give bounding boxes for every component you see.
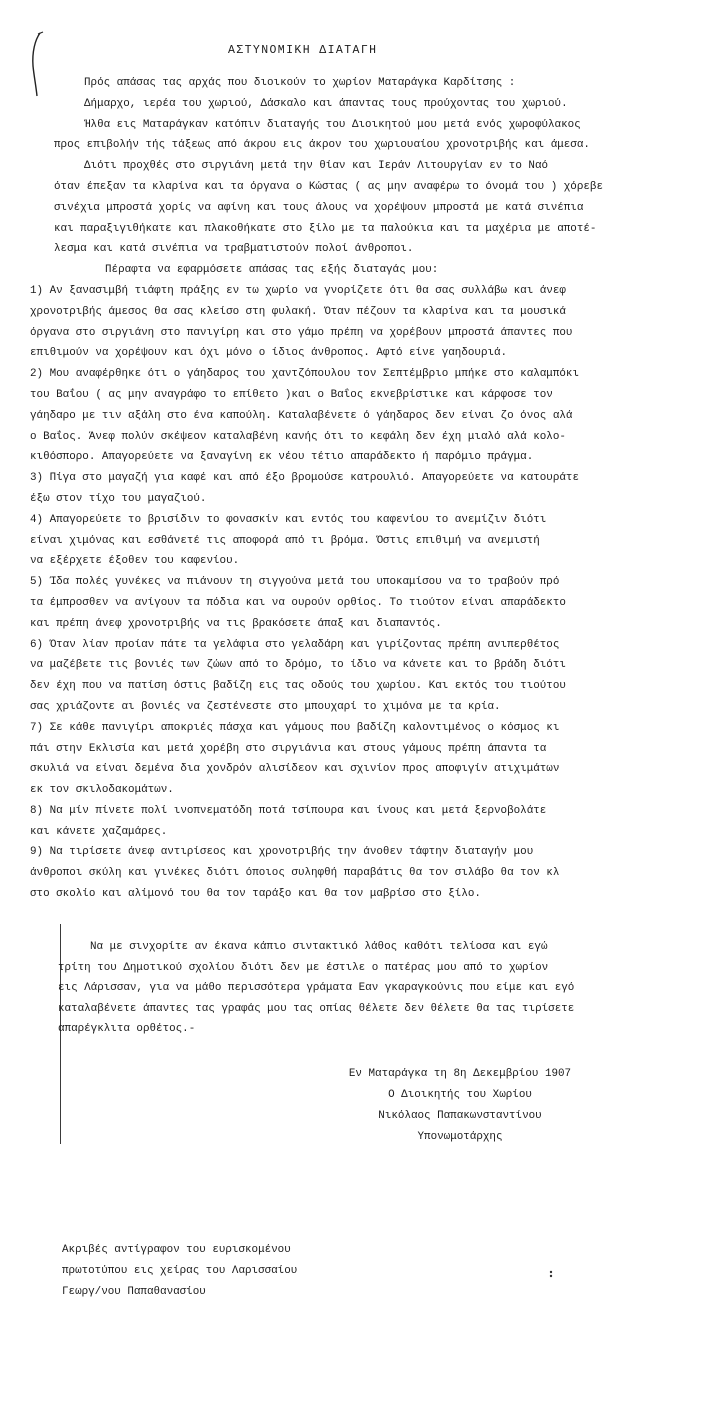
body-line: 5) Ίδα πολές γυνέκες να πιάνουν τη σιγγούνα μετά του υποκαμίσου να το τραβούν πρό [30,576,560,589]
body-line: 8) Να μίν πίνετε πολί ινοπνεματόδη ποτά τσίπουρα και ίνους και μετά ξερνοβολάτε [30,804,547,817]
copy-note-line: Γεωργ/νου Παπαθανασίου [62,1286,206,1298]
body-line: σας χριάζοντε αι βονιές να ζεστένεστε στο μπουχαρί το χιμόνα με τα κρία. [30,700,501,713]
body-line: έξω στον τίχο του μαγαζιού. [30,492,207,505]
signer-name: Νικόλαος Παπακωνσταντίνου [378,1110,542,1122]
body-line: όταν έπεξαν τα κλαρίνα και τα όργανα ο Κώστας ( ας μην αναφέρω το όνομά του ) χόρεβε [54,180,603,193]
closing-paragraph [58,937,708,1040]
body-line: κιθόσπορο. Απαγορεύετε να ξαναγίνη εκ νέου τέτιο απαράδεκτο ή παρόμιο πράγμα. [30,451,534,464]
body-line: Δήμαρχο, ιερέα του χωριού, Δάσκαλο και άπαντας τους προύχοντας του χωριού. [84,97,568,110]
body-line: όργανα στο σιργιάνη στο πανιγίρη και στο γάμο πρέπη να χορέβουν μπροστά άπαντες που [30,326,573,339]
body-line: 9) Να τιρίσετε άνεφ αντιρίσεος και χρονοτριβής την άνοθεν τάφτην διαταγήν μου [30,846,534,859]
body-line: στο σκολίο και αλίμονό του θα τον ταράξο και θα τον μαβρίσο στο ξίλο. [30,888,481,901]
body-line: λεσμα και κατά σινέπια να τραβματιστούν πολοί άνθροποι. [54,243,414,256]
closing-line: Να με σινχορίτε αν έκανα κάπιο σιντακτικό λάθος καθότι τελίοσα και εγώ [90,941,548,953]
body-line: 7) Σε κάθε πανιγίρι αποκριές πάσχα και γάμους που βαδίζη καλοντιμένος ο κόσμος κι [30,721,560,734]
body-line: γάηδαρο με τιν αξάλη στο ένα καπούλη. Καταλαβένετε ό γάηδαρος δεν είναι ζο όνος αλά [30,409,573,422]
signature-block [330,1064,590,1148]
body-line: άνθροποι σκύλη και γινέκες διότι όποιος συληφθή παραβάτις θα τον σιλάβο θα τον κλ [30,867,560,880]
copy-note [62,1240,297,1303]
body-line: σινέχια μπροστά χορίς να αφίνη και τους άλους να χορέψουν μπροστά με κατά σινέπια [54,201,584,214]
closing-line: τρίτη του Δημοτικού σχολίου διότι δεν με έστιλε ο πατέρας μου από το χωρίον [58,961,549,974]
body-line: δεν έχη που να πατίση όστις βαδίζη εις τας οδούς του χωρίου. Και εκτός του τιούτου [30,680,566,693]
closing-line: εις Λάρισσαν, για να μάθο περισσότερα γράματα Εαν γκαραγκούνις που είμε και εγό [58,982,575,994]
body-line: Πρός απάσας τας αρχάς που διοικούν το χωρίον Ματαράγκα Καρδίτσης : [84,77,516,89]
body-line: 1) Αν ξανασιμβή τιάφτη πράξης εν τω χωρίο να γνορίζετε ότι θα σας συλλάβω και άνεφ [30,284,566,297]
closing-line: απαρέγκλιτα ορθέτος.- [58,1023,196,1035]
body-line: να εξέρχετε έξοθεν του καφενίου. [30,555,240,568]
body-line: επιθιμούν να χορέψουν και όχι μόνο ο ίδιος άνθροπος. Αφτό είνε γαηδουριά. [30,347,508,360]
body-line: Ήλθα εις Ματαράγκαν κατόπιν διαταγής του Διοικητού μου μετά ενός χωροφύλακος [84,118,581,131]
body-line: χρονοτριβής άμεσος θα σας κλείσο στη φυλακή. Όταν πέζουν τα κλαρίνα και τα μουσικά [30,305,566,318]
signer-role: Ο Διοικητής του Χωρίου [388,1089,532,1101]
body-line: και πρέπη άνεφ χρονοτριβής να τις βρακόσετε άπαξ και διαπαντός. [30,617,442,630]
body-line: 6) Όταν λίαν προίαν πάτε τα γελάφια στο γελαδάρη και γιρίζοντας πρέπη ανιπερθέτος [30,638,560,651]
body-line: προς επιβολήν τής τάξεως από άκρου εις άκρον του χωριουαίου χρονοτριβής και άμεσα. [54,139,590,152]
body-line: 4) Απαγορεύετε το βρισίδιν το φονασκίν και εντός του καφενίου το ανεμίζιν διότι [30,513,547,526]
copy-note-line: Ακριβές αντίγραφον του ευρισκομένου [62,1244,291,1256]
body-line: ο Βαΐος. Άνεφ πολύν σκέψεον καταλαβένη κανής ότι το κεφάλη δεν έχη μιαλό αλά κολο- [30,430,566,443]
signer-rank: Υπονωμοτάρχης [417,1131,503,1143]
document-title: ΑΣΤΥΝΟΜΙΚΗ ΔΙΑΤΑΓΗ [228,44,378,57]
body-line: Πέραφτα να εφαρμόσετε απάσας τας εξής διαταγάς μου: [105,264,439,277]
ink-speck [548,1270,554,1278]
body-line: σκυλιά να είναι δεμένα δια χονδρόν αλισίδεον και σχινίον προς αποφιγίν ατιχιμάτων [30,763,560,776]
copy-note-line: πρωτοτύπου εις χείρας του Λαρισσαίου [62,1265,298,1277]
place-date: Εν Ματαράγκα τη 8η Δεκεμβρίου 1907 [348,1068,572,1080]
body-line: πάι στην Εκλισία και μετά χορέβη στο σιργιάνια και στους γάμους πρέπη άπαντα τα [30,742,547,755]
body-line: και κάνετε χαζαμάρες. [30,825,168,838]
body-line: τα έμπροσθεν να ανίγουν τα πόδια και να ουρούν ορθίος. Το τιούτον είναι απαράδεκτο [30,596,566,609]
body-line: 3) Πίγα στο μαγαζή για καφέ και από έξο βρομούσε κατρουλιό. Απαγορεύετε να κατουράτε [30,472,579,485]
body-line: του Βαΐου ( ας μην αναγράφο το επίθετο )και ο Βαΐος εκνεβρίστικε και κάρφοσε τον [30,388,553,401]
body-line: είναι χιμόνας και εσθάνετέ τις αποφορά από τι βρόμα. Όστις επιθιμή να ανεμιστή [30,534,540,547]
body-line: 2) Μου αναφέρθηκε ότι ο γάηδαρος του χαντζόπουλου τον Σεπτέμβριο μπήκε στο καλαμπόκι [30,368,579,381]
order-body [30,73,702,905]
body-line: Διότι προχθές στο σιργιάνη μετά την θίαν και Ιεράν Λιτουργίαν εν το Ναό [84,160,549,173]
body-line: εκ τον σκιλοδακομάτων. [30,784,174,797]
closing-line: καταλαβένετε άπαντες τας γραφάς μου τας οπίας θέλετε δεν θέλετε θα τας τιρίσετε [58,1002,575,1015]
body-line: να μαζέβετε τις βονιές των ζώων από το δρόμο, το ίδιο να κάνετε και το βράδη διότι [30,659,566,672]
body-line: και παραξιγιθήκατε και πλακοθήκατε στο ξίλο με τα παλούκια και τα μαχέρια με αποτέ- [54,222,597,235]
